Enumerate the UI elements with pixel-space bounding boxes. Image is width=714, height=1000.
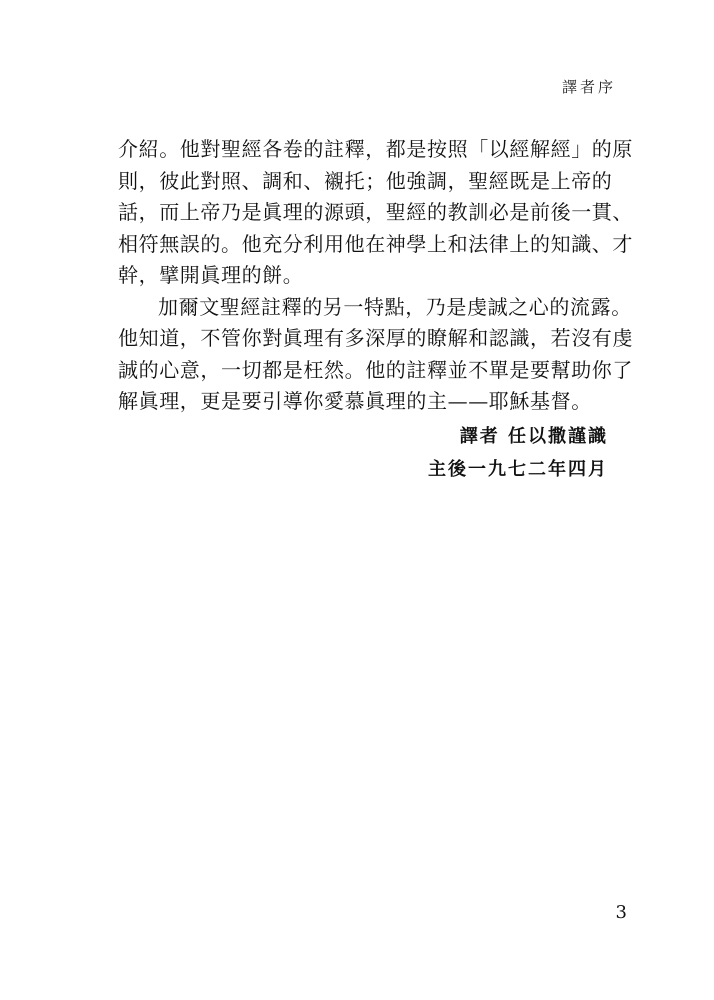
body-line: 誠的心意，一切都是枉然。他的註釋並不單是要幫助你了 (118, 357, 633, 382)
translator-signature: 譯者 任以撒謹識 (459, 426, 608, 447)
body-line: 相符無誤的。他充分利用他在神學上和法律上的知識、才 (118, 231, 633, 256)
signature-block (428, 420, 608, 486)
body-line: 他知道，不管你對眞理有多深厚的瞭解和認識，若沒有虔 (118, 326, 633, 350)
page-number: 3 (615, 902, 627, 923)
signature-date: 主後一九七二年四月 (428, 459, 608, 480)
body-line: 話，而上帝乃是眞理的源頭，聖經的教訓必是前後一貫、 (118, 200, 633, 224)
body-line: 解眞理，更是要引導你愛慕眞理的主——耶穌基督。 (118, 389, 592, 413)
paragraph-first-line: 加爾文聖經註釋的另一特點，乃是虔誠之心的流露。 (158, 294, 632, 319)
body-line: 介紹。他對聖經各卷的註釋，都是按照「以經解經」的原 (118, 137, 633, 161)
body-text (118, 134, 633, 418)
body-line: 則，彼此對照、調和、襯托；他強調，聖經既是上帝的 (118, 168, 613, 193)
running-header: 譯者序 (561, 78, 616, 96)
body-line: 幹，擘開眞理的餅。 (118, 263, 304, 287)
